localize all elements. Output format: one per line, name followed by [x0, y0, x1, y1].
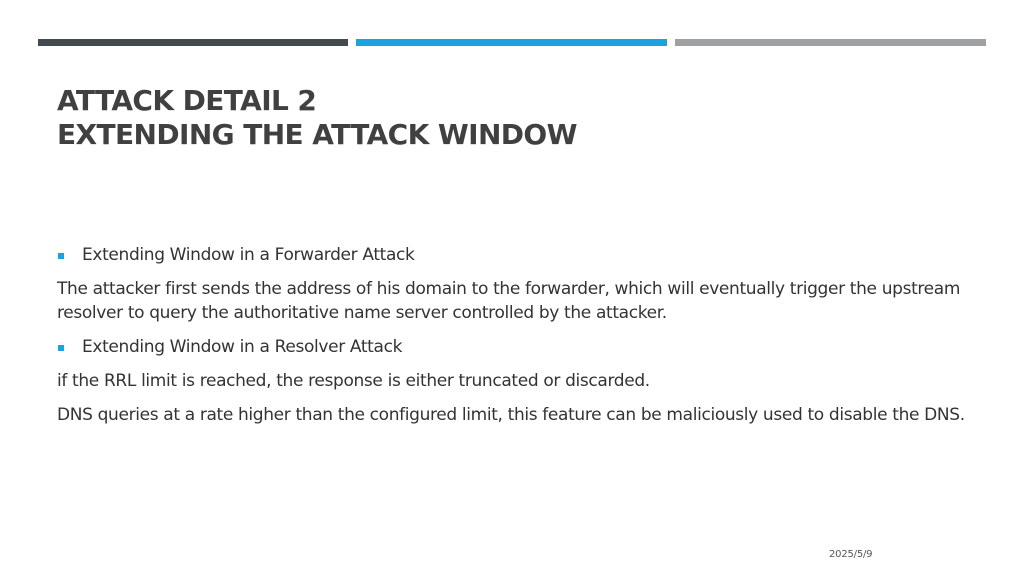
bullet-text: Extending Window in a Forwarder Attack: [82, 245, 415, 265]
slide-date: 2025/5/9: [829, 549, 873, 560]
top-accent-bars: [38, 39, 986, 46]
square-bullet-icon: [58, 345, 64, 351]
slide-title-line-1: ATTACK DETAIL 2: [57, 84, 317, 117]
slide-title: [57, 84, 977, 152]
bullet-text: Extending Window in a Resolver Attack: [82, 337, 403, 357]
slide-title-line-2: EXTENDING THE ATTACK WINDOW: [57, 118, 577, 151]
body-paragraph: DNS queries at a rate higher than the configured limit, this feature can be maliciously used to disable the DNS.: [57, 405, 965, 425]
accent-bar-gray: [675, 39, 986, 46]
body-paragraph: The attacker first sends the address of his domain to the forwarder, which will eventually trigger the upstream resolver to query the authoritative name server controlled by the attacker.: [57, 279, 961, 323]
body-paragraph: if the RRL limit is reached, the response is either truncated or discarded.: [57, 371, 650, 391]
bullet-item-forwarder: [57, 243, 977, 267]
bullet-item-resolver: [57, 335, 977, 359]
square-bullet-icon: [58, 253, 64, 259]
accent-bar-dark: [38, 39, 348, 46]
slide-body: [57, 243, 977, 437]
accent-bar-blue: [356, 39, 667, 46]
